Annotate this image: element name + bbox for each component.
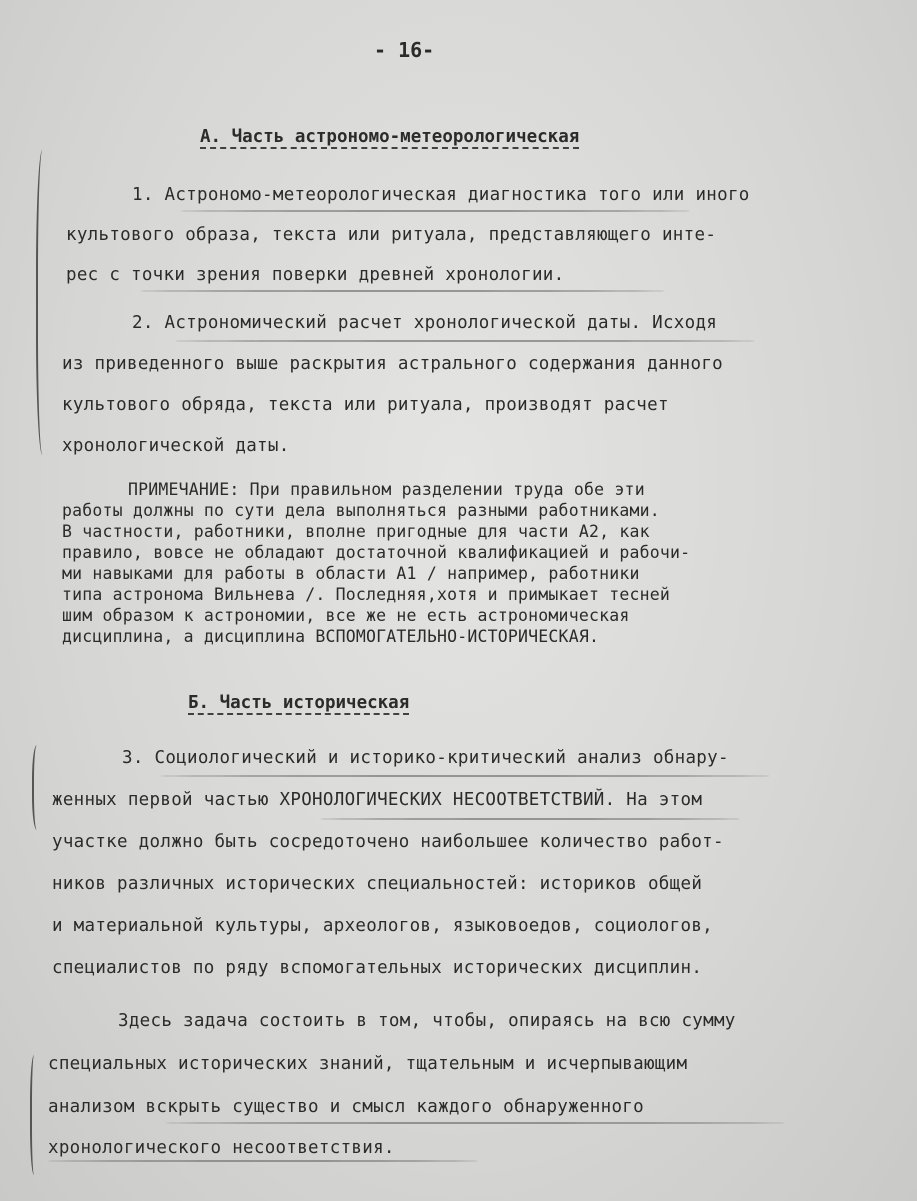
section-b-title: Б. Часть историческая: [188, 693, 410, 713]
note-line-1: ПРИМЕЧАНИЕ: При правильном разделении труда обе эти: [128, 480, 645, 499]
p3-line-5: и материальной культуры, археологов, языковоедов, социологов,: [52, 916, 713, 936]
pencil-underline: [175, 340, 755, 342]
page-number: - 16-: [374, 38, 435, 62]
note-line-7: шим образом к астрономии, все же не есть астрономическая: [62, 606, 630, 625]
note-line-5: ми навыками для работы в области А1 / например, работники: [62, 564, 640, 583]
pencil-underline: [140, 290, 665, 292]
pencil-underline: [320, 818, 740, 820]
pencil-underline: [48, 1160, 478, 1162]
p2-line-2: из приведенного выше раскрытия астрального содержания данного: [62, 354, 723, 374]
p3-line-1: 3. Социологический и историко-критический анализ обнару-: [122, 748, 729, 768]
p1-line-1: 1. Астрономо-метеорологическая диагностика того или иного: [132, 185, 750, 205]
note-line-2: работы должны по сути дела выполняться разными работниками.: [62, 501, 660, 520]
pencil-underline: [160, 775, 770, 777]
p3-line-6: специалистов по ряду вспомогательных исторических дисциплин.: [52, 958, 703, 978]
margin-bracket: [36, 150, 52, 455]
margin-bracket: [32, 745, 44, 830]
note-line-3: В частности, работники, вполне пригодные для части А2, как: [62, 522, 650, 541]
p4-line-4: хронологического несоответствия.: [48, 1138, 395, 1158]
section-a-title: А. Часть астрономо-метеорологическая: [200, 127, 580, 147]
p4-line-3: анализом вскрыть существо и смысл каждого обнаруженного: [48, 1097, 644, 1117]
note-line-8: дисциплина, а дисциплина ВСПОМОГАТЕЛЬНО-ИСТОРИЧЕСКАЯ.: [62, 627, 600, 646]
p4-line-1: Здесь задача состоить в том, чтобы, опираясь на всю сумму: [118, 1011, 736, 1031]
p3-line-4: ников различных исторических специальностей: историков общей: [52, 874, 703, 894]
p2-line-1: 2. Астрономический расчет хронологической даты. Исходя: [132, 313, 718, 333]
p1-line-3: рес с точки зрения поверки древней хронологии.: [66, 265, 565, 285]
p1-line-2: культового образа, текста или ритуала, представляющего инте-: [66, 225, 717, 245]
pencil-underline: [180, 210, 690, 212]
note-line-6: типа астронома Вильнева /. Последняя,хотя и примыкает тесней: [62, 585, 671, 604]
p4-line-2: специальных исторических знаний, тщательным и исчерпывающим: [48, 1054, 688, 1074]
margin-bracket: [30, 1055, 40, 1175]
p2-line-4: хронологической даты.: [62, 436, 290, 456]
p3-line-2: женных первой частью ХРОНОЛОГИЧЕСКИХ НЕСООТВЕТСТВИЙ. На этом: [52, 790, 703, 810]
p2-line-3: культового обряда, текста или ритуала, производят расчет: [62, 395, 669, 415]
pencil-underline: [165, 1122, 785, 1124]
note-line-4: правило, вовсе не обладают достаточной квалификацией и рабочи-: [62, 543, 691, 562]
p3-line-3: участке должно быть сосредоточено наибольшее количество работ-: [52, 832, 724, 852]
